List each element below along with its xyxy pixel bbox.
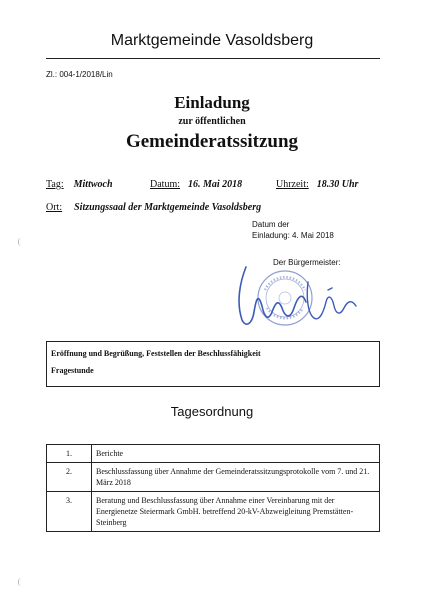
agenda-row	[47, 445, 380, 463]
punch-hole-mark	[18, 238, 24, 246]
agenda-text: Beratung und Beschlussfassung über Annahme einer Vereinbarung mit der Energienetze Steiermark GmbH. betreffend 20-kV-Abzweigleitung Premstätten-Steinberg	[92, 492, 380, 532]
agenda-number: 1.	[47, 445, 92, 463]
date-label: Datum:	[150, 179, 180, 190]
reference-number: Zl.: 004-1/2018/Lin	[46, 70, 113, 79]
date-value: 16. Mai 2018	[188, 179, 243, 190]
place-value: Sitzungssaal der Marktgemeinde Vasoldsberg	[74, 202, 262, 213]
opening-items-box	[46, 341, 380, 387]
meeting-place	[46, 197, 261, 215]
invitation-date-line2: Einladung: 4. Mai 2018	[252, 231, 334, 240]
invitation-date-line1: Datum der	[252, 220, 290, 229]
punch-hole-mark	[18, 578, 24, 586]
agenda-row	[47, 463, 380, 492]
day-label: Tag:	[46, 179, 64, 190]
mayor-signature-icon	[228, 262, 368, 332]
invitation-heading: Einladung	[174, 93, 250, 112]
invitation-subheading: zur öffentlichen	[178, 116, 246, 127]
agenda-number: 2.	[47, 463, 92, 492]
agenda-text: Beschlussfassung über Annahme der Gemeinderatssitzungsprotokolle vom 7. und 21. März 2018	[92, 463, 380, 492]
meeting-title: Gemeinderatssitzung	[125, 131, 299, 152]
place-label: Ort:	[46, 202, 63, 213]
time-value: 18.30 Uhr	[316, 179, 359, 190]
meeting-day	[46, 174, 113, 192]
header-divider	[46, 58, 380, 59]
agenda-row	[47, 492, 380, 532]
mayor-label: Der Bürgermeister:	[273, 258, 341, 267]
invitation-date	[252, 219, 334, 241]
municipality-title: Marktgemeinde Vasoldsberg	[110, 32, 314, 49]
meeting-time	[276, 174, 358, 192]
agenda-text: Berichte	[92, 445, 380, 463]
question-time-item: Fragestunde	[51, 366, 94, 375]
day-value: Mittwoch	[73, 179, 113, 190]
time-label: Uhrzeit:	[276, 179, 309, 190]
agenda-table	[46, 444, 380, 532]
agenda-title: Tagesordnung	[170, 404, 254, 419]
opening-item: Eröffnung und Begrüßung, Feststellen der Beschlussfähigkeit	[51, 349, 261, 358]
meeting-date	[150, 174, 242, 192]
agenda-number: 3.	[47, 492, 92, 532]
